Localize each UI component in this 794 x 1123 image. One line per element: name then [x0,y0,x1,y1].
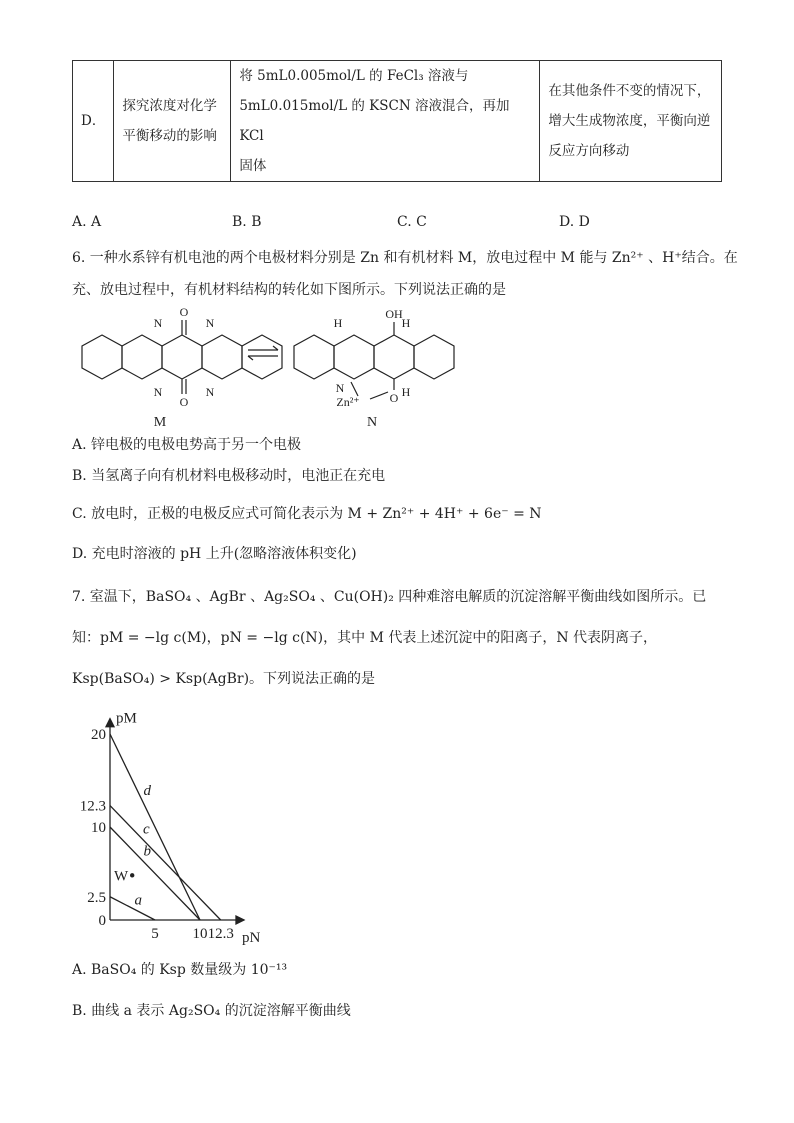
point-w-marker [130,873,134,877]
x-axis-arrow [236,916,244,924]
series-line-d [110,734,200,920]
choice-b[interactable]: B. B [232,214,262,230]
choice-d[interactable]: D. D [559,214,590,230]
n-ring-3 [374,335,414,379]
q6-stem-line1: 6. 一种水系锌有机电池的两个电极材料分别是 Zn 和有机材料 M，放电过程中 M 能与 Zn²⁺ 、H⁺结合。在 [72,250,738,266]
n-ring-1 [294,335,334,379]
m-ring-1 [82,335,122,379]
operation-line: 5mL0.015mol/L 的 KSCN 溶液混合，再加 KCl [239,98,510,144]
series-line-a [110,897,155,920]
series-line-c [110,806,221,920]
option-table [72,60,722,182]
conclusion-line: 增大生成物浓度，平衡向逆 [548,113,711,129]
q6-option-c[interactable]: C. 放电时，正极的电极反应式可简化表示为 M + Zn²⁺ + 4H⁺ + 6e⁻ = N [72,506,542,522]
table-row [73,61,722,182]
q7-option-a[interactable]: A. BaSO₄ 的 Ksp 数量级为 10⁻¹³ [72,962,288,978]
atom-h: H [401,385,411,399]
x-axis-label: pN [242,930,261,946]
operation-line: 将 5mL0.005mol/L 的 FeCl₃ 溶液与 [239,68,469,84]
operation-cell [231,61,540,182]
n-ring-4 [414,335,454,379]
atom-n: N [205,385,215,399]
conclusion-cell [540,61,722,182]
q6-option-a[interactable]: A. 锌电极的电极电势高于另一个电极 [72,437,302,453]
atom-n: N [153,385,163,399]
y-tick-label: 10 [91,820,106,836]
q6-option-b[interactable]: B. 当氢离子向有机材料电极移动时，电池正在充电 [72,468,386,484]
label-m: M [153,415,167,430]
conclusion-line: 反应方向移动 [548,143,630,159]
atom-n: N [335,381,345,395]
q7-option-b[interactable]: B. 曲线 a 表示 Ag₂SO₄ 的沉淀溶解平衡曲线 [72,1003,351,1019]
atom-zn: Zn²⁺ [336,395,360,409]
y-tick-label: 20 [91,727,106,743]
atom-o: O [179,395,189,409]
solubility-chart [70,696,330,946]
m-ring-2 [122,335,162,379]
q7-stem-line1: 7. 室温下，BaSO₄ 、AgBr 、Ag₂SO₄ 、Cu(OH)₂ 四种难溶电解质的沉淀溶解平衡曲线如图所示。已 [72,589,707,605]
point-w-label: W [114,868,129,885]
m-ring-3 [162,335,202,379]
atom-n: N [205,316,215,330]
y-axis-label: pM [116,710,137,727]
series-label-a: a [134,892,142,909]
choice-c[interactable]: C. C [397,214,427,230]
purpose-cell: 探究浓度对化学平衡移动的影响 [114,61,231,182]
atom-o: O [179,305,189,319]
x-tick-label: 10 [192,926,208,942]
series-label-c: c [142,821,150,838]
conclusion-line: 在其他条件不变的情况下， [548,83,711,99]
y-tick-label: 12.3 [79,798,106,815]
x-tick-label: 12.3 [207,926,234,942]
row-label: D． [73,61,114,182]
atom-h: H [333,316,343,330]
m-ring-5 [242,335,282,379]
x-tick-label: 5 [151,926,159,942]
atom-oh: OH [385,307,403,321]
atom-n: N [153,316,163,330]
q6-option-d[interactable]: D. 充电时溶液的 pH 上升(忽略溶液体积变化) [72,546,357,562]
q6-stem-line2: 充、放电过程中，有机材料结构的转化如下图所示。下列说法正确的是 [72,282,506,298]
structure-diagram [70,300,470,430]
q7-stem-line3: Ksp(BaSO₄) > Ksp(AgBr)。下列说法正确的是 [72,671,376,687]
series-label-b: b [143,843,151,860]
q7-stem-line2: 知：pM = −lg c(M)，pN = −lg c(N)，其中 M 代表上述沉淀中的阳离子，N 代表阴离子， [72,630,658,646]
series-label-d: d [143,783,151,800]
y-tick-label: 2.5 [87,889,106,906]
y-tick-label: 0 [98,913,106,929]
label-n: N [366,415,378,430]
y-axis-arrow [106,719,114,727]
n-ring-2 [334,335,374,379]
atom-h: H [401,316,411,330]
operation-line: 固体 [239,158,267,174]
atom-o: O [389,391,399,405]
m-ring-4 [202,335,242,379]
choice-a[interactable]: A. A [72,214,102,230]
